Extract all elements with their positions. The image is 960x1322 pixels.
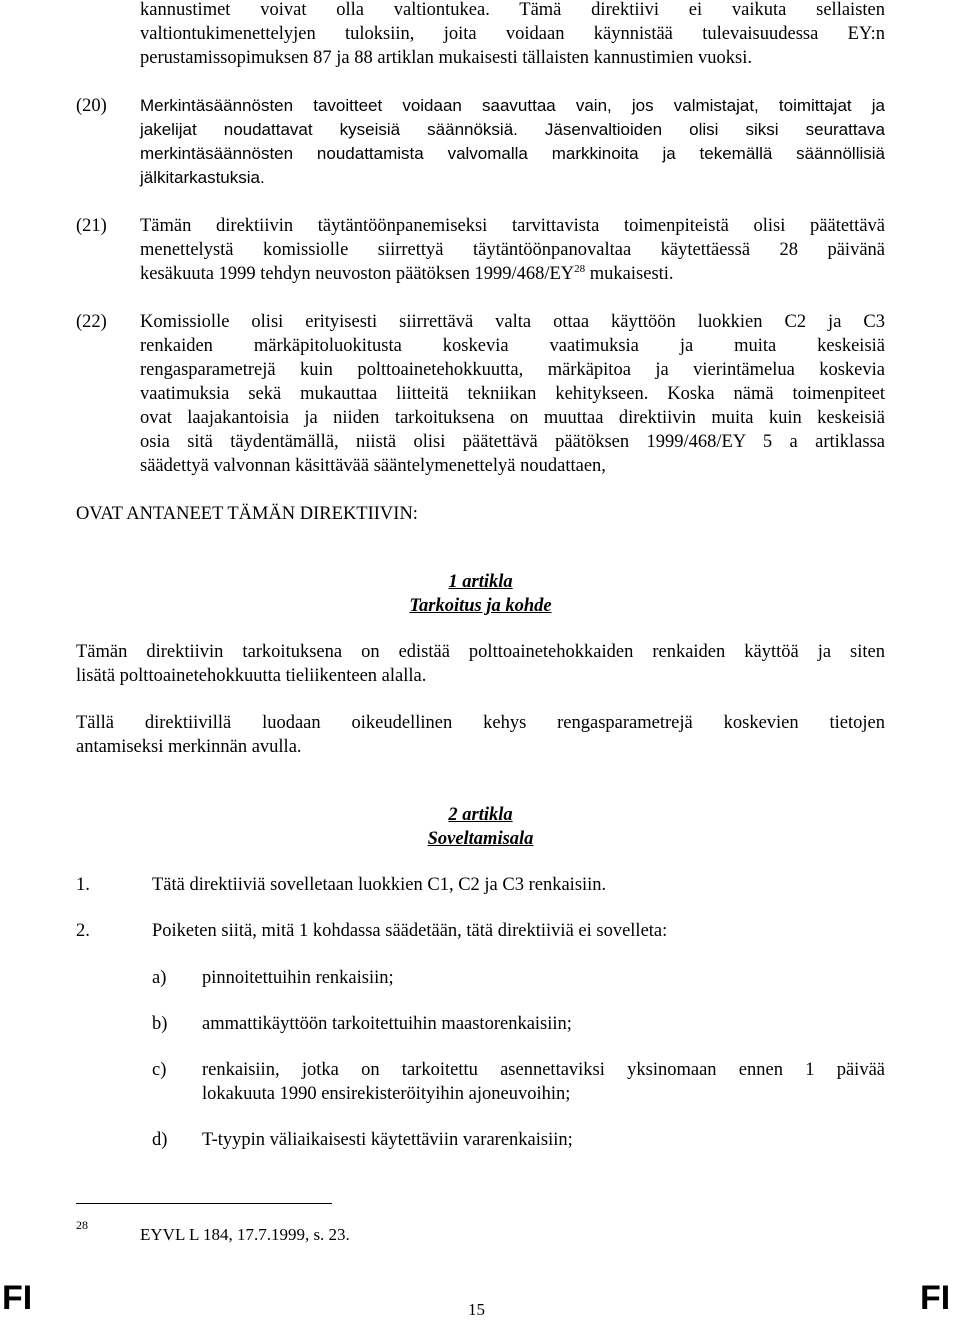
- text-line: ovat laajakantoisia ja niiden tarkoituksena on muuttaa direktiivin muita kuin keskeisiä: [140, 408, 885, 428]
- subitem-text: T-tyypin väliaikaisesti käytettäviin vararenkaisiin;: [202, 1130, 573, 1150]
- text-line: Tämän direktiivin tarkoituksena on edistää polttoainetehokkaiden renkaiden käyttöä ja siten: [76, 642, 885, 662]
- text-line: Tämän direktiivin täytäntöönpanemiseksi tarvittavista toimenpiteistä olisi päätettävä: [140, 216, 885, 236]
- text-line: antamiseksi merkinnän avulla.: [76, 737, 302, 757]
- footnote-text: EYVL L 184, 17.7.1999, s. 23.: [140, 1225, 350, 1244]
- article1-paragraph-1: [76, 640, 885, 688]
- subitem-text: [202, 1058, 885, 1106]
- recital-number: (21): [76, 216, 107, 236]
- recital-21: [140, 214, 885, 286]
- text-line: vaatimuksia sekä mukauttaa liitteitä tekniikan kehitykseen. Koska nämä toimenpiteet: [140, 384, 885, 404]
- text-line: kannustimet voivat olla valtiontukea. Tämä direktiivi ei vaikuta sellaisten: [140, 0, 885, 20]
- language-code-left: FI: [2, 1279, 33, 1317]
- item-number: 2.: [76, 921, 90, 941]
- item-number: 1.: [76, 875, 90, 895]
- text-line: Merkintäsäännösten tavoitteet voidaan saavuttaa vain, jos valmistajat, toimittajat ja: [140, 96, 885, 115]
- language-code-right: FI: [920, 1279, 951, 1317]
- recital-number: (22): [76, 312, 107, 332]
- text-line: valtiontukimenettelyjen tuloksiin, joita voidaan käynnistää tulevaisuudessa EY:n: [140, 24, 885, 44]
- text-line: renkaisiin, jotka on tarkoitettu asennettaviksi yksinomaan ennen 1 päivää: [202, 1060, 885, 1080]
- subitem-label: a): [152, 968, 167, 988]
- text-line: jälkitarkastuksia.: [140, 168, 265, 187]
- article1-paragraph-2: [76, 711, 885, 759]
- recital-number: (20): [76, 96, 107, 116]
- subitem-label: c): [152, 1060, 167, 1080]
- recital-22: [140, 310, 885, 478]
- subitem-label: b): [152, 1014, 168, 1034]
- continuation-paragraph: [140, 0, 885, 70]
- text-line: rengasparametrejä kuin polttoainetehokkuutta, märkäpitoa ja vierintämelua koskevia: [140, 360, 885, 380]
- text-line: merkintäsäännösten noudattamista valvomalla markkinoita ja tekemällä säännöllisiä: [140, 144, 885, 163]
- subitem-label: d): [152, 1130, 168, 1150]
- text-fragment: kesäkuuta 1999 tehdyn neuvoston päätöksen 1999/468/EY: [140, 264, 575, 284]
- text-line: osia sitä täydentämällä, niistä olisi päätettävä päätöksen 1999/468/EY 5 a artiklassa: [140, 432, 885, 452]
- text-line: säädettyä valvonnan käsittävää sääntelymenettelyä noudattaen,: [140, 456, 606, 476]
- article-number: 2 artikla: [448, 805, 513, 825]
- article-title: Soveltamisala: [427, 829, 534, 849]
- footnote-number: 28: [76, 1218, 88, 1232]
- text-line: lisätä polttoainetehokkuutta tieliikenteen alalla.: [76, 666, 427, 686]
- item-text: Poiketen siitä, mitä 1 kohdassa säädetään, tätä direktiiviä ei sovelleta:: [152, 921, 668, 941]
- text-line: lokakuuta 1990 ensirekisteröityihin ajoneuvoihin;: [202, 1084, 571, 1104]
- page-number: 15: [468, 1300, 485, 1319]
- text-line: [140, 262, 885, 286]
- enacting-formula: OVAT ANTANEET TÄMÄN DIREKTIIVIN:: [76, 504, 418, 524]
- subitem-text: pinnoitettuihin renkaisiin;: [202, 968, 394, 988]
- text-line: menettelystä komissiolle siirrettyä täytäntöönpanovaltaa käytettäessä 28 päivänä: [140, 240, 885, 260]
- article-number: 1 artikla: [448, 572, 513, 592]
- footnote-reference[interactable]: 28: [574, 262, 586, 275]
- recital-20: [140, 94, 885, 190]
- text-line: Komissiolle olisi erityisesti siirrettävä valta ottaa käyttöön luokkien C2 ja C3: [140, 312, 885, 332]
- text-fragment: mukaisesti.: [585, 264, 674, 284]
- text-line: Tällä direktiivillä luodaan oikeudellinen kehys rengasparametrejä koskevien tietojen: [76, 713, 885, 733]
- text-line: perustamissopimuksen 87 ja 88 artiklan mukaisesti tällaisten kannustimien vuoksi.: [140, 48, 752, 68]
- article-title: Tarkoitus ja kohde: [409, 596, 552, 616]
- footnote-separator: [76, 1203, 332, 1204]
- text-line: renkaiden märkäpitoluokitusta koskevia vaatimuksia ja muita keskeisiä: [140, 336, 885, 356]
- subitem-text: ammattikäyttöön tarkoitettuihin maastorenkaisiin;: [202, 1014, 572, 1034]
- item-text: Tätä direktiiviä sovelletaan luokkien C1, C2 ja C3 renkaisiin.: [152, 875, 607, 895]
- text-line: jakelijat noudattavat kyseisiä säännöksiä. Jäsenvaltioiden olisi siksi seurattava: [140, 120, 885, 139]
